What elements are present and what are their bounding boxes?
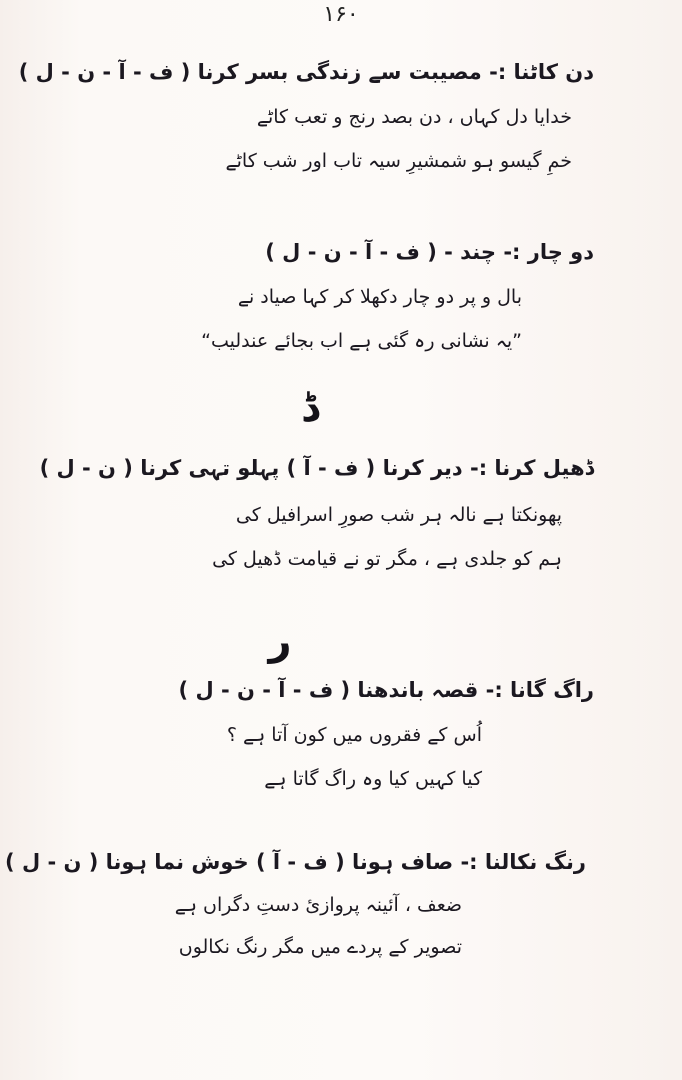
entry-heading: دو چار :- چند - ( ف - آ - ن - ل ) — [265, 240, 594, 264]
verse-line: ”یہ نشانی رہ گئی ہے اب بجائے عندلیب“ — [201, 330, 522, 352]
entry-heading: رنگ نکالنا :- صاف ہونا ( ف - آ ) خوش نما ہونا ( ن - ل ) — [5, 850, 586, 874]
entry-heading: دن کاٹنا :- مصیبت سے زندگی بسر کرنا ( ف - آ - ن - ل ) — [18, 60, 594, 84]
verse-line: ہم کو جلدی ہے ، مگر تو نے قیامت ڈھیل کی — [212, 548, 562, 570]
verse-line: کیا کہیں کیا وہ راگ گاتا ہے — [264, 768, 482, 790]
verse-line: بال و پر دو چار دکھلا کر کہا صیاد نے — [237, 286, 522, 308]
section-letter: ڈ — [301, 385, 319, 431]
verse-line: پھونکتا ہے نالہ ہر شب صورِ اسرافیل کی — [235, 504, 562, 526]
section-letter: ر — [268, 618, 292, 664]
verse-line: اُس کے فقروں میں کون آتا ہے ؟ — [226, 724, 482, 746]
verse-line: تصویر کے پردے میں مگر رنگ نکالوں — [178, 936, 462, 958]
verse-line: خمِ گیسو ہو شمشیرِ سیہ تاب اور شب کاٹے — [225, 150, 572, 172]
entry-heading: ڈھیل کرنا :- دیر کرنا ( ف - آ ) پہلو تہی کرنا ( ن - ل ) — [39, 456, 594, 480]
verse-line: ضعف ، آئینہ پروازیٔ دستِ دگراں ہے — [174, 894, 462, 916]
page-number: ۱۶۰ — [323, 2, 359, 27]
verse-line: خدایا دل کہاں ، دن بصد رنج و تعب کاٹے — [256, 106, 572, 128]
entry-heading: راگ گانا :- قصہ باندھنا ( ف - آ - ن - ل ) — [178, 678, 594, 702]
